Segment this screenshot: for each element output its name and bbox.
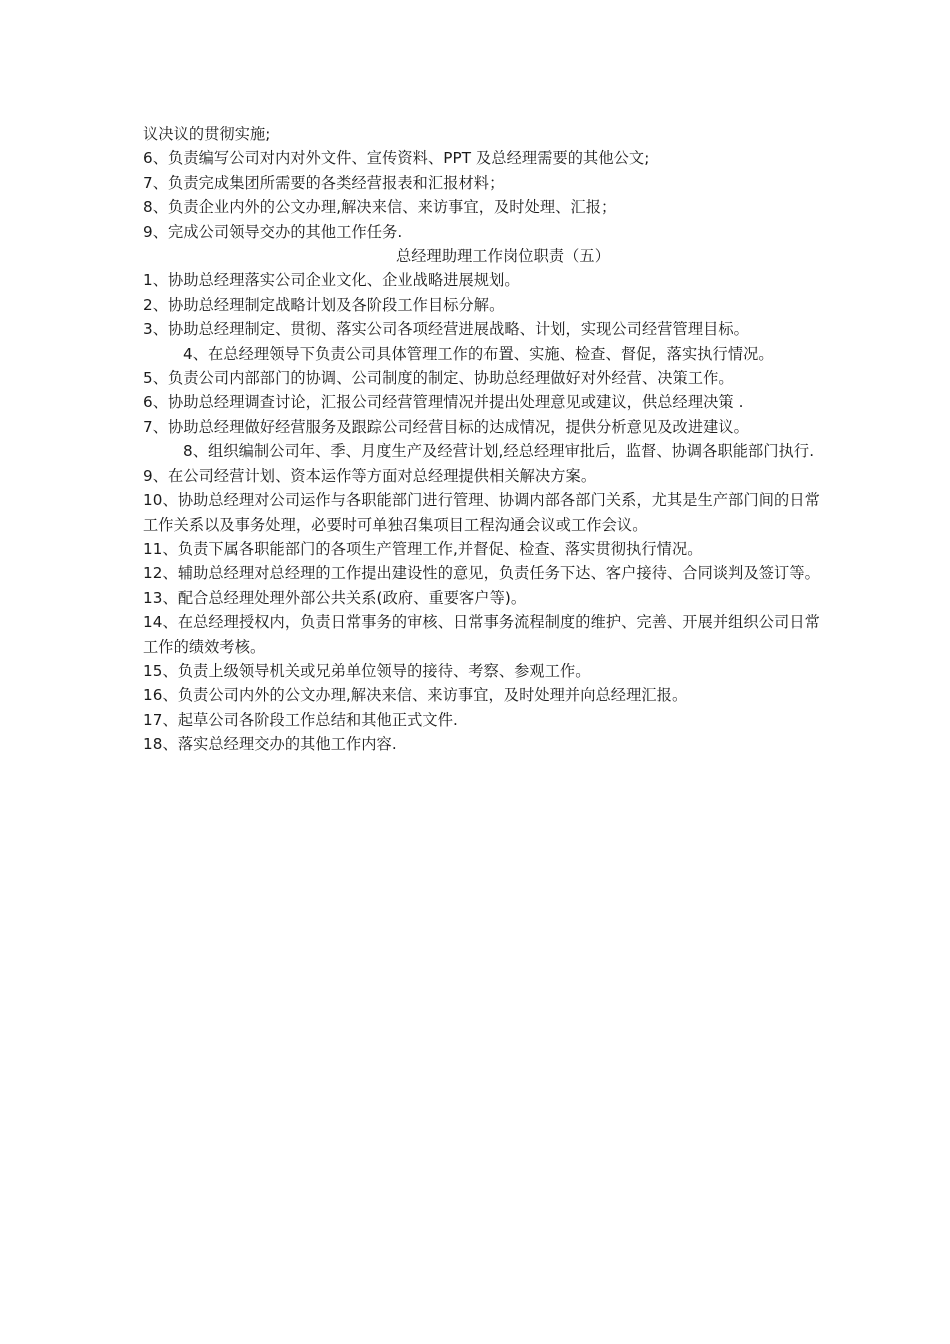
duty-item: 15、负责上级领导机关或兄弟单位领导的接待、考察、参观工作。 [143,661,591,680]
duty-item: 7、负责完成集团所需要的各类经营报表和汇报材料； [143,173,505,192]
duty-item: 8、负责企业内外的公文办理,解决来信、来访事宜，及时处理、汇报； [143,198,617,217]
duty-item: 18、落实总经理交办的其他工作内容. [143,735,397,754]
duty-item: 17、起草公司各阶段工作总结和其他正式文件. [143,710,458,729]
duty-item: 6、负责编写公司对内对外文件、宣传资料、PPT 及总经理需要的其他公文; [143,149,650,168]
duty-item: 5、负责公司内部部门的协调、公司制度的制定、协助总经理做好对外经营、决策工作。 [143,369,734,388]
duty-item: 10、协助总经理对公司运作与各职能部门进行管理、协调内部各部门关系，尤其是生产部门间的日常工作关系以及事务处理，必要时可单独召集项目工程沟通会议或工作会议。 [143,491,820,534]
duty-item: 2、协助总经理制定战略计划及各阶段工作目标分解。 [143,295,505,314]
duty-item: 6、协助总经理调查讨论，汇报公司经营管理情况并提出处理意见或建议，供总经理决策 . [143,393,744,412]
duty-item: 4、在总经理领导下负责公司具体管理工作的布置、实施、检查、督促，落实执行情况。 [183,344,774,363]
section-title: 总经理助理工作岗位职责（五） [395,247,611,266]
duty-item: 8、组织编制公司年、季、月度生产及经营计划,经总经理审批后，监督、协调各职能部门执行. [183,442,815,461]
duty-item: 13、配合总经理处理外部公共关系(政府、重要客户等)。 [143,588,527,607]
duty-item: 9、在公司经营计划、资本运作等方面对总经理提供相关解决方案。 [143,466,597,485]
duty-item: 7、协助总经理做好经营服务及跟踪公司经营目标的达成情况，提供分析意见及改进建议。 [143,417,749,436]
duty-item: 14、在总经理授权内，负责日常事务的审核、日常事务流程制度的维护、完善、开展并组织公司日常工作的绩效考核。 [143,613,820,656]
duty-item: 12、辅助总经理对总经理的工作提出建设性的意见，负责任务下达、客户接待、合同谈判及签订等。 [143,564,820,583]
document-page [143,122,823,757]
duty-item: 9、完成公司领导交办的其他工作任务. [143,222,403,241]
continued-text: 议决议的贯彻实施; [143,125,271,143]
duty-item: 16、负责公司内外的公文办理,解决来信、来访事宜，及时处理并向总经理汇报。 [143,686,688,705]
duty-item: 11、负责下属各职能部门的各项生产管理工作,并督促、检查、落实贯彻执行情况。 [143,539,703,558]
duty-item: 3、协助总经理制定、贯彻、落实公司各项经营进展战略、计划，实现公司经营管理目标。 [143,320,749,339]
duty-item: 1、协助总经理落实公司企业文化、企业战略进展规划。 [143,271,520,290]
